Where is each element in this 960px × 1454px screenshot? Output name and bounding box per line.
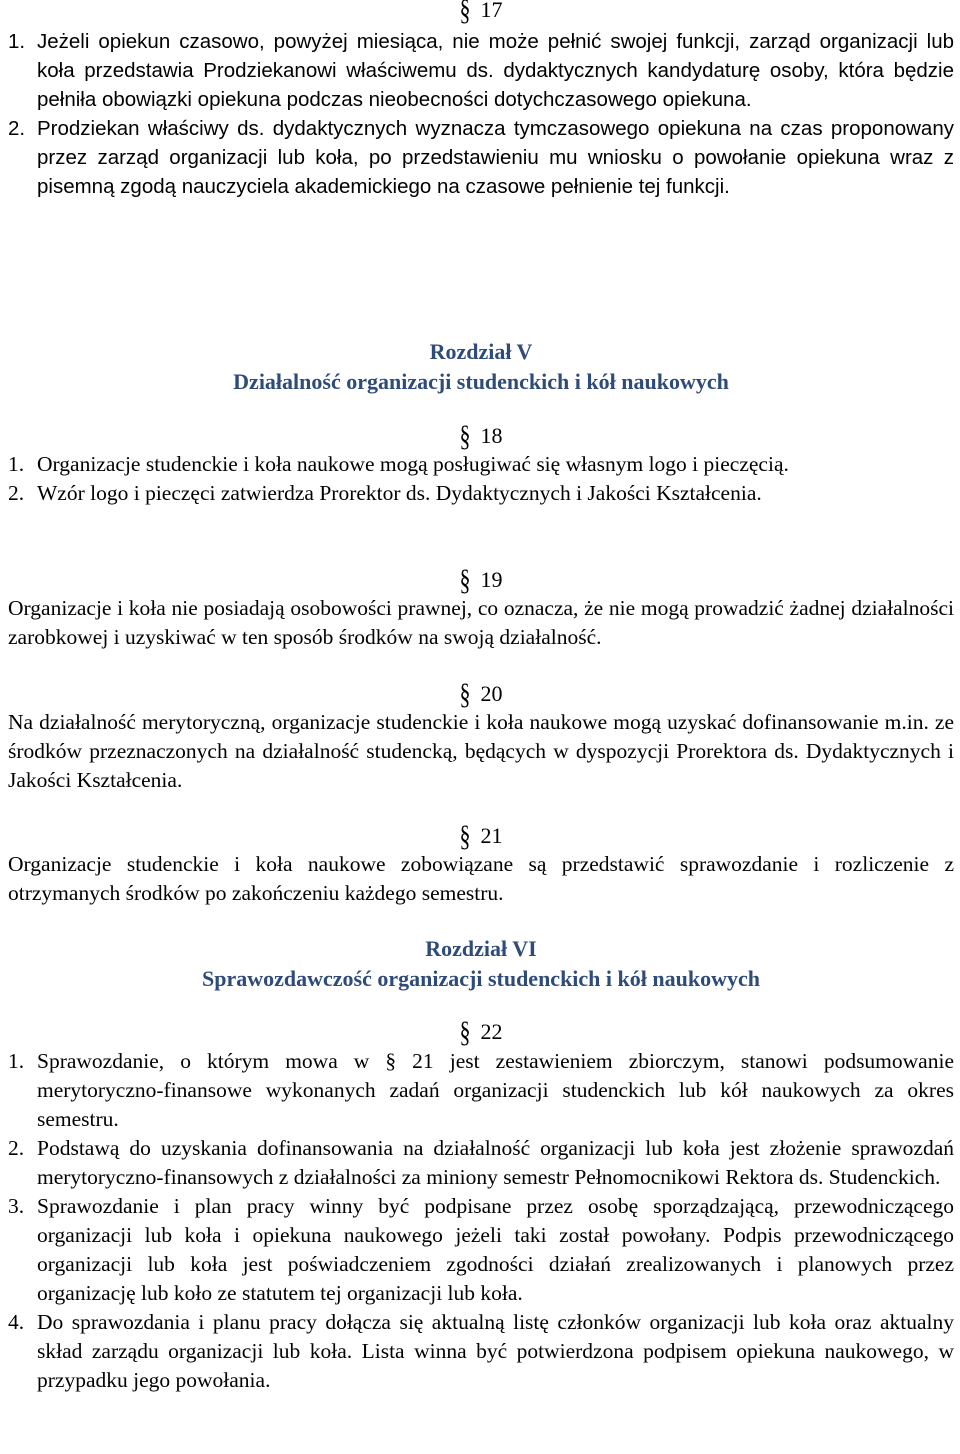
section-22-heading [8, 1014, 954, 1049]
list-item [8, 114, 954, 201]
section-17-body [8, 27, 954, 201]
section-symbol: § [459, 562, 471, 597]
list-item [8, 1134, 954, 1192]
section-text: Na działalność merytoryczną, organizacje studenckie i koła naukowe mogą uzyskać dofinansowanie m.in. ze środków przeznaczonych na działalność studencką, będących w dyspozycji Prorektora ds. Dydaktycznych i Jakości Kształcenia. [8, 710, 954, 792]
item-text: Jeżeli opiekun czasowo, powyżej miesiąca, nie może pełnić swojej funkcji, zarząd organizacji lub koła przedstawia Prodziekanowi właściwemu ds. dydaktycznych kandydaturę osoby, która będzie pełniła obowiązki opiekuna podczas nieobecności dotychczasowego opiekuna. [37, 30, 954, 111]
item-text: Podstawą do uzyskania dofinansowania na działalność organizacji lub koła jest złożenie sprawozdań merytoryczno-finansowych z działalności za miniony semestr Pełnomocnikowi Rektora ds. Studenckich. [37, 1136, 954, 1189]
section-symbol: § [459, 418, 471, 453]
chapter-title-text: Rozdział V [429, 339, 533, 364]
section-22-body [8, 1047, 954, 1395]
item-text: Do sprawozdania i planu pracy dołącza się aktualną listę członków organizacji lub koła oraz aktualny skład zarządu organizacji lub koła. Lista winna być potwierdzona podpisem opiekuna naukowego, w przypadku jego powołania. [37, 1310, 954, 1392]
section-20 [8, 676, 954, 711]
section-20-heading [8, 676, 954, 711]
section-18-body [8, 450, 954, 508]
section-text: Organizacje i koła nie posiadają osobowości prawnej, co oznacza, że nie mogą prowadzić żadnej działalności zarobkowej i uzyskiwać w ten sposób środków na swoją działalność. [8, 596, 954, 649]
list-item [8, 479, 954, 508]
chapter-5-heading [8, 337, 954, 397]
section-18-heading [8, 418, 954, 453]
section-21-heading [8, 818, 954, 853]
chapter-6-heading [8, 934, 954, 994]
section-18 [8, 418, 954, 453]
chapter-subtitle [8, 367, 954, 397]
section-21-body [8, 850, 954, 908]
item-number: 2. [8, 1136, 25, 1160]
section-number: 19 [480, 567, 503, 592]
section-number: 21 [480, 823, 503, 848]
section-symbol: § [459, 818, 471, 853]
section-number: 18 [480, 423, 503, 448]
section-symbol: § [459, 0, 471, 27]
item-number: 3. [8, 1194, 25, 1218]
item-number: 1. [8, 30, 26, 53]
chapter-title [8, 934, 954, 964]
chapter-subtitle-text: Sprawozdawczość organizacji studenckich i kół naukowych [202, 966, 760, 991]
section-17-heading [8, 0, 954, 27]
item-number: 2. [8, 481, 25, 505]
section-number: 22 [480, 1019, 503, 1044]
item-text: Organizacje studenckie i koła naukowe mogą posługiwać się własnym logo i pieczęcią. [37, 452, 789, 476]
list-item [8, 1047, 954, 1134]
item-text: Sprawozdanie i plan pracy winny być podpisane przez osobę sporządzającą, przewodniczącego organizacji lub koła i opiekuna naukowego jeżeli taki został powołany. Podpis przewodniczącego organizacji lub koła jest poświadczeniem zgodności działań zrealizowanych i planowych przez organizację lub koło ze statutem tej organizacji lub koła. [37, 1194, 954, 1305]
list-item [8, 450, 954, 479]
item-number: 4. [8, 1310, 25, 1334]
section-symbol: § [459, 1014, 471, 1049]
item-text: Prodziekan właściwy ds. dydaktycznych wyznacza tymczasowego opiekuna na czas proponowany przez zarząd organizacji lub koła, po przedstawieniu mu wniosku o powołanie opiekuna wraz z pisemną zgodą nauczyciela akademickiego na czasowe pełnienie tej funkcji. [37, 117, 954, 198]
list-item [8, 1192, 954, 1308]
chapter-title-text: Rozdział VI [425, 936, 537, 961]
item-number: 1. [8, 452, 25, 476]
section-symbol: § [459, 676, 471, 711]
section-21 [8, 818, 954, 853]
chapter-subtitle [8, 964, 954, 994]
chapter-title [8, 337, 954, 367]
item-text: Sprawozdanie, o którym mowa w § 21 jest zestawieniem zbiorczym, stanowi podsumowanie merytoryczno-finansowe wykonanych zadań organizacji studenckich lub kół naukowych za okres semestru. [37, 1049, 954, 1131]
section-20-body [8, 708, 954, 795]
item-number: 2. [8, 117, 26, 140]
section-19-body [8, 594, 954, 652]
section-22 [8, 1014, 954, 1049]
section-text: Organizacje studenckie i koła naukowe zobowiązane są przedstawić sprawozdanie i rozliczenie z otrzymanych środków po zakończeniu każdego semestru. [8, 852, 954, 905]
section-number: 20 [480, 681, 503, 706]
section-19 [8, 562, 954, 597]
item-number: 1. [8, 1049, 25, 1073]
item-text: Wzór logo i pieczęci zatwierdza Prorektor ds. Dydaktycznych i Jakości Kształcenia. [37, 481, 762, 505]
chapter-subtitle-text: Działalność organizacji studenckich i kół naukowych [233, 369, 729, 394]
list-item [8, 1308, 954, 1395]
section-number: 17 [480, 0, 503, 22]
section-17 [8, 0, 954, 27]
list-item [8, 27, 954, 114]
section-19-heading [8, 562, 954, 597]
